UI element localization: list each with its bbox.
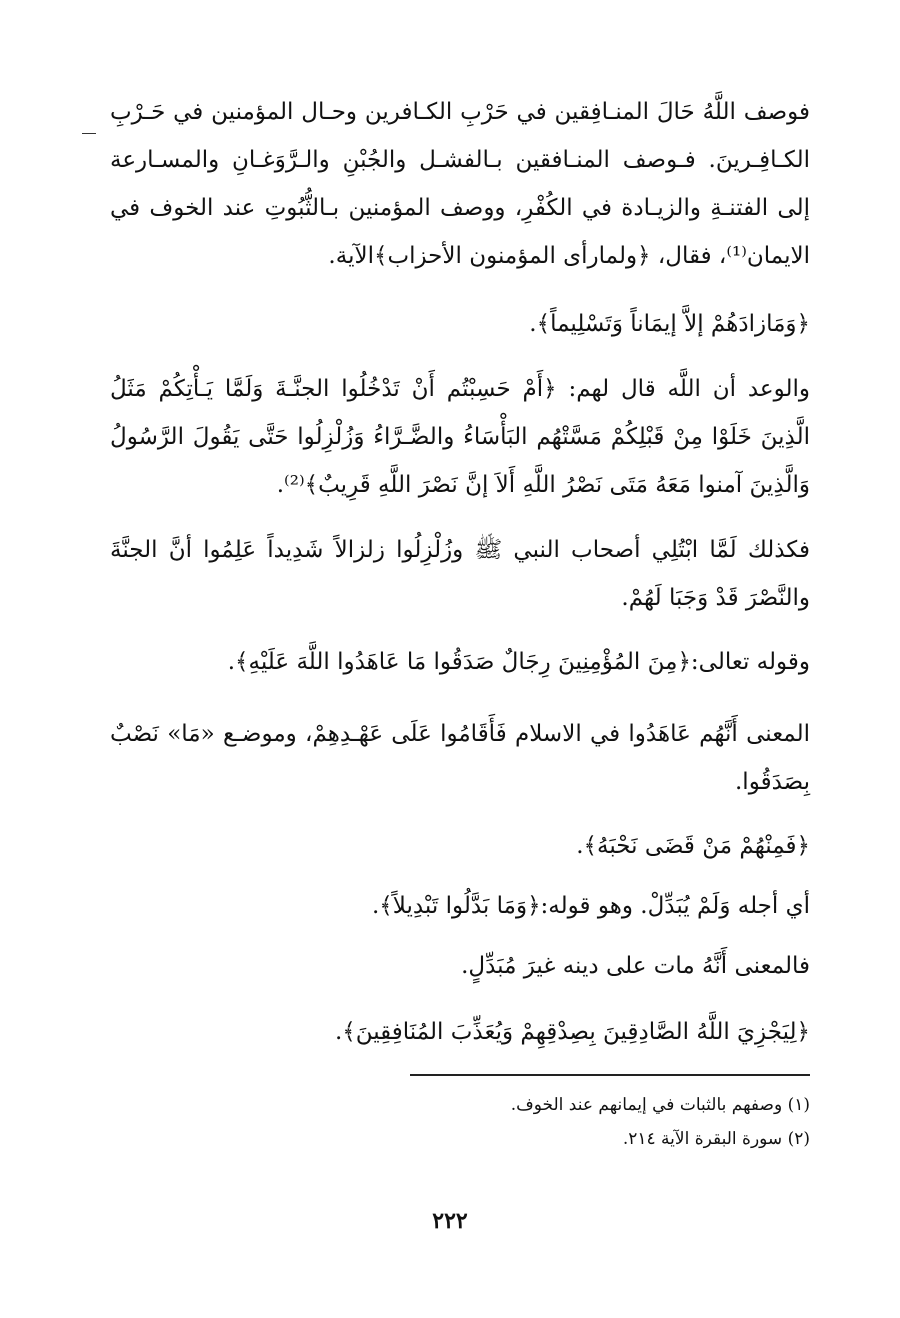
line-meaning-died: فالمعنى أَنَّهُ مات على دينه غيرَ مُبَدِّلٍ. [461, 953, 810, 979]
footnote-separator [410, 1074, 810, 1076]
margin-mark [82, 133, 96, 134]
line-not-changed: أي أجله وَلَمْ يُبَدِّلْ. وهو قوله:﴿وَمَا بَدَّلُوا تَبْدِيلاً﴾. [371, 893, 810, 919]
paragraph-hypocrites-description: فوصف اللَّهُ حَالَ المنـافِقين في حَرْبِ الكـافرين وحـال المؤمنين في حَـرْبِ الكـافِـرينَ. فـوصف المنـافقين بـالفشـل والجُبْنِ والـرَّوَغـانِ والمسـارعة إلى الفتنـةِ والزيـادة في الكُفْرِ، ووصف المؤمنين بـالثُّبُوتِ عند الخوف في الايمان⁽¹⁾، فقال، ﴿ولمارأى المؤمنون الأحزاب﴾الآية. [110, 99, 810, 269]
paragraph-believers-verse: وقوله تعالى:﴿مِنَ المُؤْمِنِينَ رِجَالٌ صَدَقُوا مَا عَاهَدُوا اللَّهَ عَلَيْهِ﴾. [227, 649, 810, 675]
line-verse-vow: ﴿فَمِنْهُمْ مَنْ قَضَى نَحْبَهُ﴾. [576, 833, 810, 859]
page-number: ٢٢٢ [432, 1208, 468, 1234]
footnote-2: (٢) سورة البقرة الآية ٢١٤. [622, 1129, 810, 1149]
paragraph-companions-trial: فكذلك لَمَّا ابْتُلِي أصحاب النبي ﷺ وزُلْزِلُوا زلزالاً شَدِيداً عَلِمُوا أنَّ الجنَّةَ والنَّصْرَ قَدْ وَجَبَا لَهُمْ. [110, 537, 810, 611]
footnote-1: (١) وصفهم بالثبات في إيمانهم عند الخوف. [510, 1095, 810, 1115]
paragraph-meaning-covenant: المعنى أَنَّهُم عَاهَدُوا في الاسلام فَأَقَامُوا عَلَى عَهْـدِهِمْ، وموضـع «مَا» نَصْبٌ بِصَدَقُوا. [110, 721, 810, 795]
paragraph-promise-verse: والوعد أن اللَّه قال لهم: ﴿أَمْ حَسِبْتُم أَنْ تَدْخُلُوا الجنَّـةَ وَلَمَّا يَـأْتِكُمْ مَثَلُ الَّذِينَ خَلَوْا مِنْ قَبْلِكُمْ مَسَّتْهُم البَأْسَاءُ والضَّـرَّاءُ وَزُلْزِلُوا حَتَّى يَقُولَ الرَّسُولُ وَالَّذِينَ آمنوا مَعَهُ مَتَى نَصْرُ اللَّهِ أَلاَ إنَّ نَصْرَ اللَّهِ قَرِيبٌ﴾⁽²⁾. [110, 376, 810, 498]
line-verse-reward: ﴿لِيَجْزِيَ اللَّهُ الصَّادِقِينَ بِصِدْقِهِمْ وَيُعَذِّبَ المُنَافِقِينَ﴾. [334, 1019, 810, 1045]
paragraph-verse-faith: ﴿وَمَازادَهُمْ إلاَّ إيمَاناً وَتَسْلِيماً﴾. [529, 311, 810, 337]
